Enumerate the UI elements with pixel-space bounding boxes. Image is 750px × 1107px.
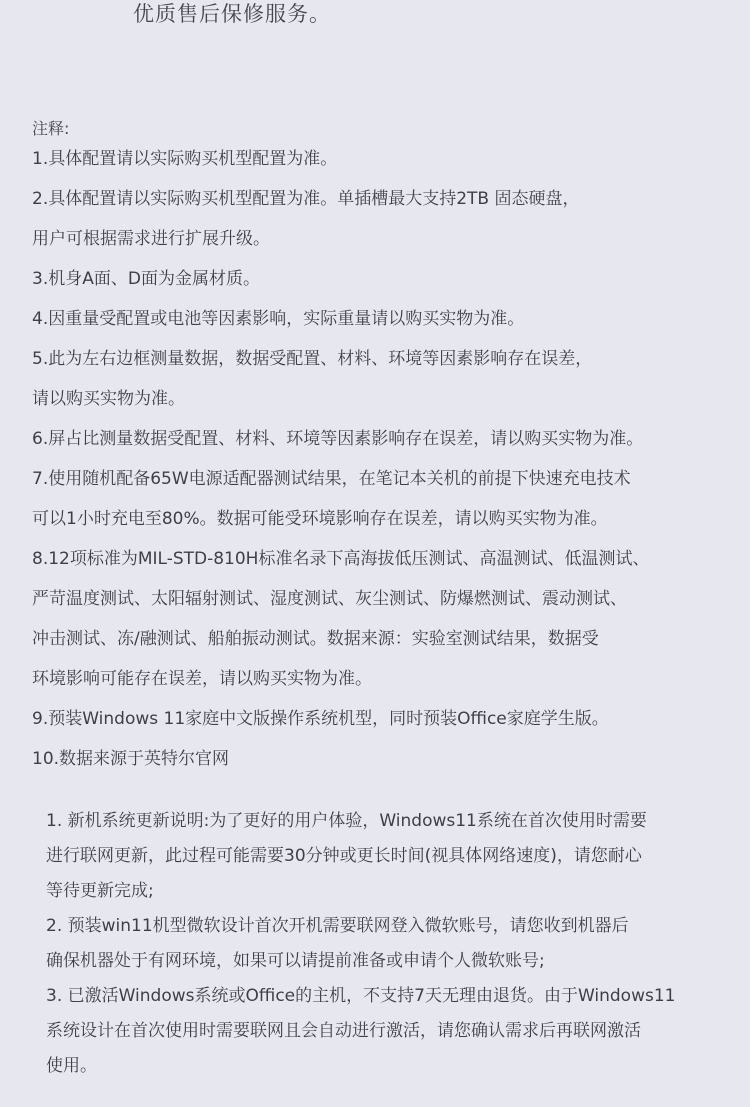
note-line: 4.因重量受配置或电池等因素影响，实际重量请以购买实物为准。 [32, 309, 525, 329]
note-line: 严苛温度测试、太阳辐射测试、湿度测试、灰尘测试、防爆燃测试、震动测试、 [32, 589, 627, 609]
notes-section [32, 118, 744, 782]
note-line: 请以购买实物为准。 [32, 389, 185, 409]
system-note-line: 等待更新完成; [46, 881, 154, 901]
note-line: 8.12项标准为MIL-STD-810H标准名录下高海拔低压测试、高温测试、低温测试、 [32, 549, 650, 569]
system-note-line: 进行联网更新，此过程可能需要30分钟或更长时间(视具体网络速度)，请您耐心 [46, 846, 642, 866]
system-note-line: 1. 新机系统更新说明:为了更好的用户体验，Windows11系统在首次使用时需要 [46, 811, 647, 831]
note-line: 可以1小时充电至80%。数据可能受环境影响存在误差，请以购买实物为准。 [32, 509, 608, 529]
note-line: 3.机身A面、D面为金属材质。 [32, 269, 260, 289]
system-note-line: 3. 已激活Windows系统或Office的主机，不支持7天无理由退货。由于Windows11 [46, 986, 676, 1006]
note-line: 7.使用随机配备65W电源适配器测试结果，在笔记本关机的前提下快速充电技术 [32, 469, 631, 489]
note-line: 5.此为左右边框测量数据，数据受配置、材料、环境等因素影响存在误差， [32, 349, 593, 369]
system-note-line: 系统设计在首次使用时需要联网且会自动进行激活，请您确认需求后再联网激活 [46, 1021, 641, 1041]
note-line: 6.屏占比测量数据受配置、材料、环境等因素影响存在误差，请以购买实物为准。 [32, 429, 644, 449]
note-line: 环境影响可能存在误差，请以购买实物为准。 [32, 669, 372, 689]
note-line: 用户可根据需求进行扩展升级。 [32, 229, 270, 249]
note-line: 2.具体配置请以实际购买机型配置为准。单插槽最大支持2TB 固态硬盘， [32, 189, 580, 209]
note-line: 10.数据来源于英特尔官网 [32, 749, 230, 769]
notes-title: 注释: [32, 119, 70, 138]
note-line: 9.预装Windows 11家庭中文版操作系统机型，同时预装Office家庭学生版。 [32, 709, 609, 729]
service-text: 优质售后保修服务。 [133, 2, 331, 26]
system-note-line: 使用。 [46, 1056, 97, 1076]
system-note-line: 确保机器处于有网环境，如果可以请提前准备或申请个人微软账号; [46, 951, 545, 971]
system-update-notes [46, 804, 746, 1084]
note-line: 1.具体配置请以实际购买机型配置为准。 [32, 149, 338, 169]
note-line: 冲击测试、冻/融测试、船舶振动测试。数据来源：实验室测试结果，数据受 [32, 629, 599, 649]
system-note-line: 2. 预装win11机型微软设计首次开机需要联网登入微软账号，请您收到机器后 [46, 916, 629, 936]
